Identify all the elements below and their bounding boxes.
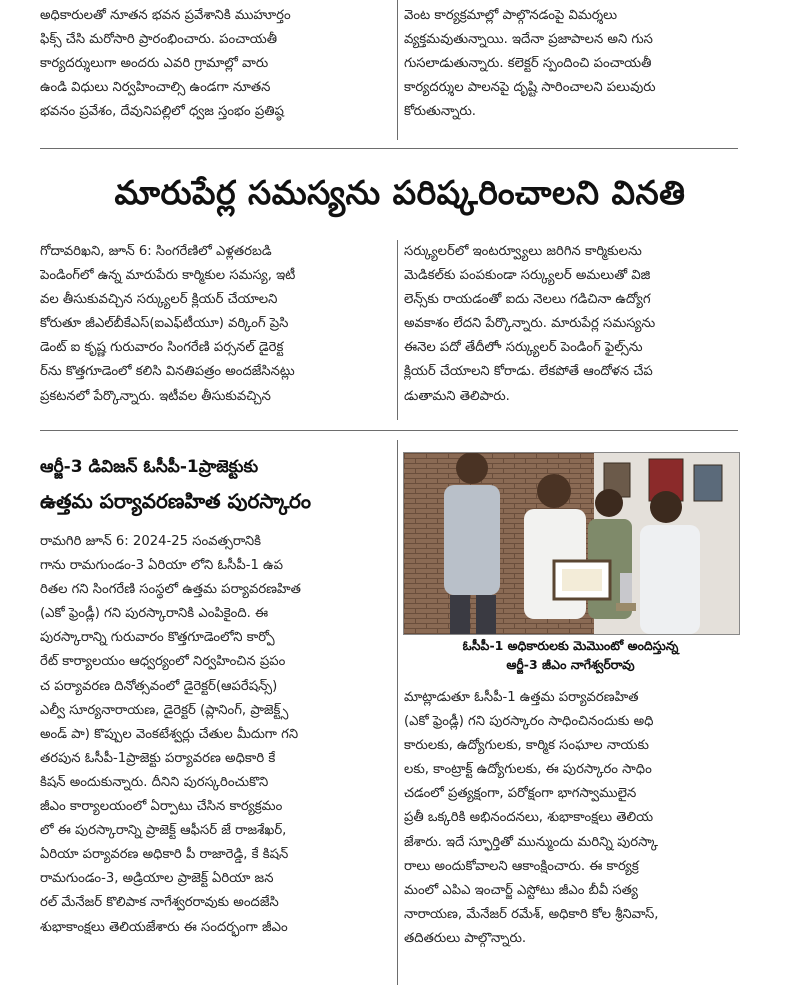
text-line: మంలో ఎపిఎ ఇంచార్జ్ ఎస్టోటు జీఎం బీవీ సత్య [404, 882, 638, 898]
photo-caption-line: ఆర్జీ-3 జీఎం నాగేశ్వర్‌రావు [506, 657, 635, 672]
text-line: రామగిరి జూన్ 6: 2024-25 సంవత్సరానికి [40, 534, 261, 549]
text-line: ఏరియా పర్యావరణ అధికారి పీ రాజారెడ్డి, కే కిషన్ [40, 847, 289, 863]
text-line: కోరుతూ జీఎల్‌బీకేఎస్(ఐఎఫ్‌టీయూ) వర్కింగ్ ప్రెసి [40, 316, 289, 332]
article2-left-column [40, 530, 392, 950]
text-line: రామగుండం-3, అడ్రియాల ప్రాజెక్ట్ ఏరియా జన [40, 871, 274, 887]
section-divider [40, 430, 738, 431]
article2-headline: ఉత్తమ పర్యావరణహిత పురస్కారం [40, 489, 312, 513]
top-left-column [40, 4, 392, 126]
article1-right-column [404, 240, 738, 412]
text-line: రితల గని సింగరేణి సంస్థలో ఉత్తమ పర్యావరణహిత [40, 582, 301, 598]
text-line: ఈనెల పదో తేదీలోా సర్క్యులర్ పెండింగ్ ఫైల్స్‌ను [404, 340, 643, 356]
text-line: ప్రకటనలో పేర్కొన్నారు. ఇటీవల తీసుకువచ్చిన [40, 388, 271, 404]
text-line: రాలు అందుకోవాలని ఆకాంక్షించారు. ఈ కార్యక్ర [404, 858, 639, 874]
text-line: అధికారులతో నూతన భవన ప్రవేశానికి ముహూర్తం [40, 8, 291, 23]
text-line: భవనం ప్రవేశం, దేవునిపల్లిలో ధ్వజ స్తంభం ప్రతిష్ఠ [40, 104, 284, 120]
text-line: చ పర్యావరణ దినోత్సవంలో డైరెక్టర్(ఆపరేషన్స్) [40, 678, 278, 694]
text-line: తదితరులు పాల్గొన్నారు. [404, 930, 527, 946]
column-divider [397, 240, 398, 420]
award-photo [403, 452, 740, 635]
photo-caption-line: ఓసీపీ-1 అధికారులకు మెమొంటో అందిస్తున్న [462, 638, 679, 653]
text-line: ప్రతీ ఒక్కరికి అభినందనలు, శుభాకాంక్షలు తెలియ [404, 810, 654, 826]
text-line: పెండింగ్‌లో ఉన్న మారుపేరు కార్మికుల సమస్య, ఇటీ [40, 268, 296, 284]
text-line: జీఎం కార్యాలయంలో ఏర్పాటు చేసిన కార్యక్రమం [40, 799, 283, 815]
text-line: నారాయణ, మేనేజర్ రమేశ్, అధికారి కోల శ్రీనివాస్, [404, 906, 659, 922]
text-line: సర్క్యులర్‌లో ఇంటర్వ్యూలు జరిగిన కార్మికులను [404, 244, 642, 259]
text-line: లెన్స్‌కు రాయడంతో ఐదు నెలలు గడిచినా ఉద్యోగ [404, 292, 651, 308]
text-line: (ఎకో ఫ్రెండ్లీ) గని పురస్కారానికి ఎంపికైంది. ఈ [40, 606, 269, 622]
text-line: తరపున ఓసీపీ-1ప్రాజెక్టు పర్యావరణ అధికారి కే [40, 750, 276, 766]
text-line: గుసలాడుతున్నారు. కలెక్టర్ స్పందించి పంచాయతీ [404, 56, 652, 72]
text-line: మాట్లాడుతూ ఓసీపీ-1 ఉత్తమ పర్యావరణహిత [404, 690, 639, 705]
text-line: వెంట కార్యక్రమాల్లో పాల్గొనడంపై విమర్శలు [404, 8, 618, 23]
text-line: పురస్కారాన్ని గురువారం కొత్తగూడెంలోని కార్పో [40, 630, 275, 646]
text-line: గోదావరిఖని, జూన్ 6: సింగరేణిలో ఎళ్లతరబడి [40, 244, 272, 259]
text-line: ఫిక్స్ చేసి మరోసారి ప్రారంభించారు. పంచాయతీ [40, 32, 278, 48]
text-line: లకు, కాంట్రాక్ట్ ఉద్యోగులకు, ఈ పురస్కారం సాధిం [404, 762, 652, 778]
text-line: జేశారు. ఇదే స్ఫూర్తితో మున్ముందు మరిన్ని పురస్కా [404, 834, 658, 850]
text-line: చడంలో ప్రత్యక్షంగా, పరోక్షంగా భాగస్వాములైన [404, 786, 637, 802]
article-headline: మారుపేర్ల సమస్యను పరిష్కరించాలని వినతి [114, 173, 686, 212]
text-line: లో ఈ పురస్కారాన్ని ప్రాజెక్ట్ ఆఫీసర్ జే రాజశేఖర్, [40, 823, 287, 839]
article1-left-column [40, 240, 392, 412]
text-line: కోరుతున్నారు. [404, 104, 476, 120]
text-line: ర్‌ను కొత్తగూడెంలో కలిసి వినతిపత్రం అందజేసినట్లు [40, 364, 295, 380]
text-line: క్లియర్ చేయాలని కోరాడు. లేకపోతే ఆందోళన చేప [404, 364, 653, 380]
text-line: డుతామని తెలిపారు. [404, 388, 510, 404]
text-line: గాను రామగుండం-3 ఏరియా లోని ఓసీపీ-1 ఉప [40, 558, 283, 574]
column-divider [397, 440, 398, 985]
text-line: మెడికల్‌కు పంపకుండా సర్క్యులర్ అమలుతో విజి [404, 268, 651, 284]
text-line: కారులకు, ఉద్యోగులకు, కార్మిక సంఘాల నాయకు [404, 738, 649, 754]
award-photo-illustration [404, 453, 739, 634]
text-line: ఉండి విధులు నిర్వహించాల్సి ఉండగా నూతన [40, 80, 271, 96]
text-line: డెంట్ ఐ కృష్ణ గురువారం సింగరేణి పర్సనల్ డైరెక్ట [40, 340, 284, 356]
section-divider [40, 148, 738, 149]
text-line: రల్ మేనేజర్ కొలిపాక నాగేశ్వరరావుకు అందజేసి [40, 895, 279, 911]
photo-caption [403, 636, 738, 674]
text-line: కార్యదర్శులుగా అందరు ఎవరి గ్రామాల్లో వారు [40, 56, 269, 72]
text-line: కిషన్ అందుకున్నారు. దీనిని పురస్కరించుకొని [40, 774, 269, 790]
text-line: కార్యదర్శుల పాలనపై దృష్టి సారించాలని పలువురు [404, 80, 656, 96]
text-line: శుభాకాంక్షలు తెలియజేశారు ఈ సందర్భంగా జీఎం [40, 919, 288, 935]
text-line: అండ్ పా) కొప్పుల వెంకటేశ్వర్లు చేతుల మీదుగా గని [40, 726, 299, 742]
article2-kicker: ఆర్జీ-3 డివిజన్ ఓసీపీ-1ప్రాజెక్టుకు [40, 457, 259, 477]
text-line: (ఎకో ఫ్రెండ్లీ) గని పురస్కారం సాధించినందుకు అధి [404, 714, 654, 730]
text-line: వల తీసుకువచ్చిన సర్క్యులర్ క్లియర్ చేయాలని [40, 292, 278, 308]
text-line: వ్యక్తమవుతున్నాయి. ఇదేనా ప్రజాపాలన అని గుస [404, 32, 653, 48]
text-line: అవకాశం లేదని పేర్కొన్నారు. మారుపేర్ల సమస్యను [404, 316, 656, 332]
text-line: రేట్ కార్యాలయం ఆధ్వర్యంలో నిర్వహించిన ప్రపం [40, 654, 286, 670]
column-divider [397, 0, 398, 140]
article2-right-column [404, 686, 738, 956]
top-right-column [404, 4, 738, 126]
text-line: ఎల్వీ సూర్యనారాయణ, డైరెక్టర్ (ప్లానింగ్, ప్రాజెక్ట్స్ [40, 702, 289, 718]
